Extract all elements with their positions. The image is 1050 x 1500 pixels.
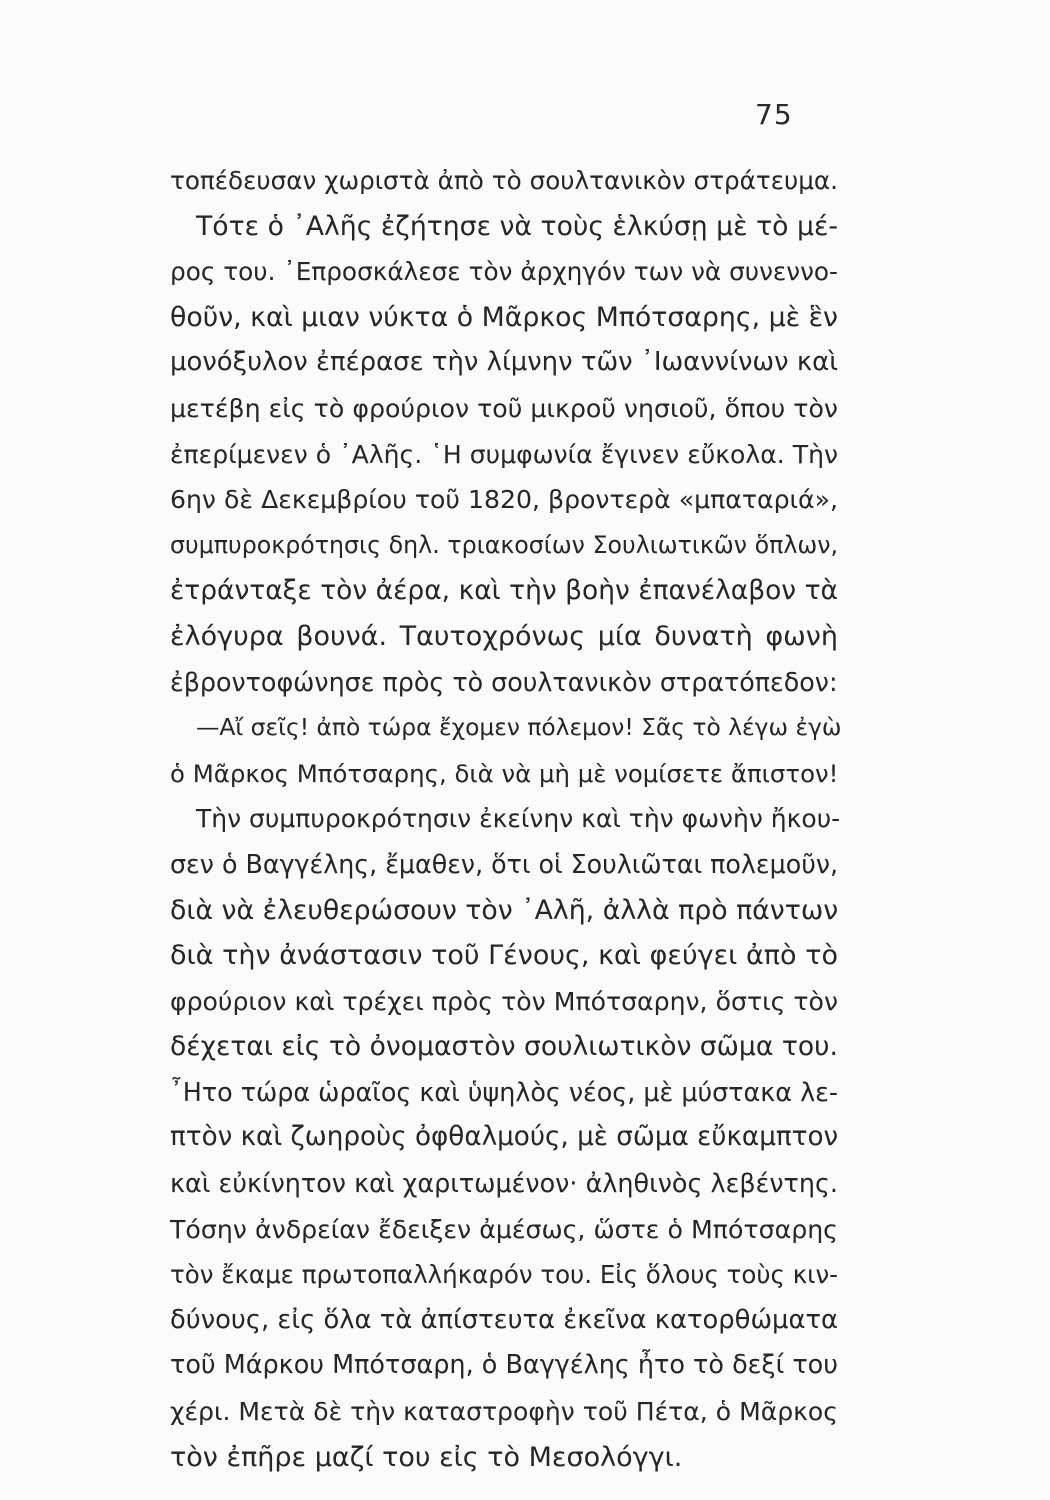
text-line: τοπέδευσαν χωριστὰ ἀπὸ τὸ σουλτανικὸν στράτευμα. <box>170 166 838 195</box>
text-line: Τόσην ἀνδρείαν ἔδειξεν ἀμέσως, ὥστε ὁ Μπότσαρης <box>170 1214 838 1244</box>
text-line: ἐβροντοφώνησε πρὸς τὸ σουλτανικὸν στρατόπεδον: <box>170 666 838 697</box>
text-line: ὁ Μᾶρκος Μπότσαρης, διὰ νὰ μὴ μὲ νομίσετε ἄπιστον! <box>170 758 839 788</box>
text-line: διὰ νὰ ἐλευθερώσουν τὸν ᾿Αλῆ, ἀλλὰ πρὸ πάντων <box>170 894 839 926</box>
text-line: —Αἴ σεῖς! ἀπὸ τώρα ἔχομεν πόλεμον! Σᾶς τὸ λέγω ἐγὼ <box>196 713 842 742</box>
text-line: μονόξυλον ἐπέρασε τὴν λίμνην τῶν ᾿Ιωαννίνων καὶ <box>170 347 838 378</box>
text-line: μετέβη εἰς τὸ φρούριον τοῦ μικροῦ νησιοῦ, ὅπου τὸν <box>170 393 838 423</box>
text-line: τὸν ἐπῆρε μαζί του εἰς τὸ Μεσολόγγι. <box>170 1441 683 1473</box>
text-line: χέρι. Μετὰ δὲ τὴν καταστροφὴν τοῦ Πέτα, ὁ Μᾶρκος <box>170 1397 838 1427</box>
text-line: σεν ὁ Βαγγέλης, ἔμαθεν, ὅτι οἱ Σουλιῶται πολεμοῦν, <box>170 848 839 879</box>
text-line: Τὴν συμπυροκρότησιν ἐκείνην καὶ τὴν φωνὴν ἤκου- <box>196 804 841 834</box>
text-line: δέχεται εἰς τὸ ὀνομαστὸν σουλιωτικὸν σῶμα του. <box>170 1031 838 1063</box>
text-line: ἐτράνταξε τὸν ἀέρα, καὶ τὴν βοὴν ἐπανέλαβον τὰ <box>170 575 838 607</box>
page-number: 75 <box>755 98 793 131</box>
text-line: θοῦν, καὶ μιαν νύκτα ὁ Μᾶρκος Μπότσαρης, μὲ ἓν <box>170 301 838 333</box>
text-line: ρος του. ᾿Επροσκάλεσε τὸν ἀρχηγόν των νὰ συνεννο- <box>170 257 838 287</box>
text-line: τὸν ἔκαμε πρωτοπαλλήκαρόν του. Εἰς ὅλους τοὺς κιν- <box>170 1260 838 1290</box>
body-text <box>170 158 842 1480</box>
text-line: διὰ τὴν ἀνάστασιν τοῦ Γένους, καὶ φεύγει ἀπὸ τὸ <box>170 940 838 972</box>
text-line: Τότε ὁ ᾿Αλῆς ἐζήτησε νὰ τοὺς ἑλκύσῃ μὲ τὸ μέ- <box>196 210 838 242</box>
text-line: ἐλόγυρα βουνά. Ταυτοχρόνως μία δυνατὴ φωνὴ <box>170 620 838 652</box>
text-line: ῏Ητο τώρα ὡραῖος καὶ ὑψηλὸς νέος, μὲ μύστακα λε- <box>170 1076 838 1107</box>
text-line: ἐπερίμενεν ὁ ᾿Αλῆς. ῾Η συμφωνία ἔγινεν εὔκολα. Τὴν <box>170 439 838 469</box>
text-line: συμπυροκρότησις δηλ. τριακοσίων Σουλιωτικῶν ὅπλων, <box>170 530 838 559</box>
text-line: πτὸν καὶ ζωηροὺς ὀφθαλμούς, μὲ σῶμα εὔκαμπτον <box>170 1122 839 1153</box>
text-line: τοῦ Μάρκου Μπότσαρη, ὁ Βαγγέλης ἦτο τὸ δεξί του <box>170 1350 838 1381</box>
text-line: καὶ εὐκίνητον καὶ χαριτωμένον· ἀληθινὸς λεβέντης. <box>170 1168 838 1199</box>
text-line: δύνους, εἰς ὅλα τὰ ἀπίστευτα ἐκεῖνα κατορθώματα <box>170 1304 838 1335</box>
text-line: φρούριον καὶ τρέχει πρὸς τὸν Μπότσαρην, ὅστις τὸν <box>170 986 838 1016</box>
text-line: 6ην δὲ Δεκεμβρίου τοῦ 1820, βροντερὰ «μπαταριά», <box>170 485 838 515</box>
